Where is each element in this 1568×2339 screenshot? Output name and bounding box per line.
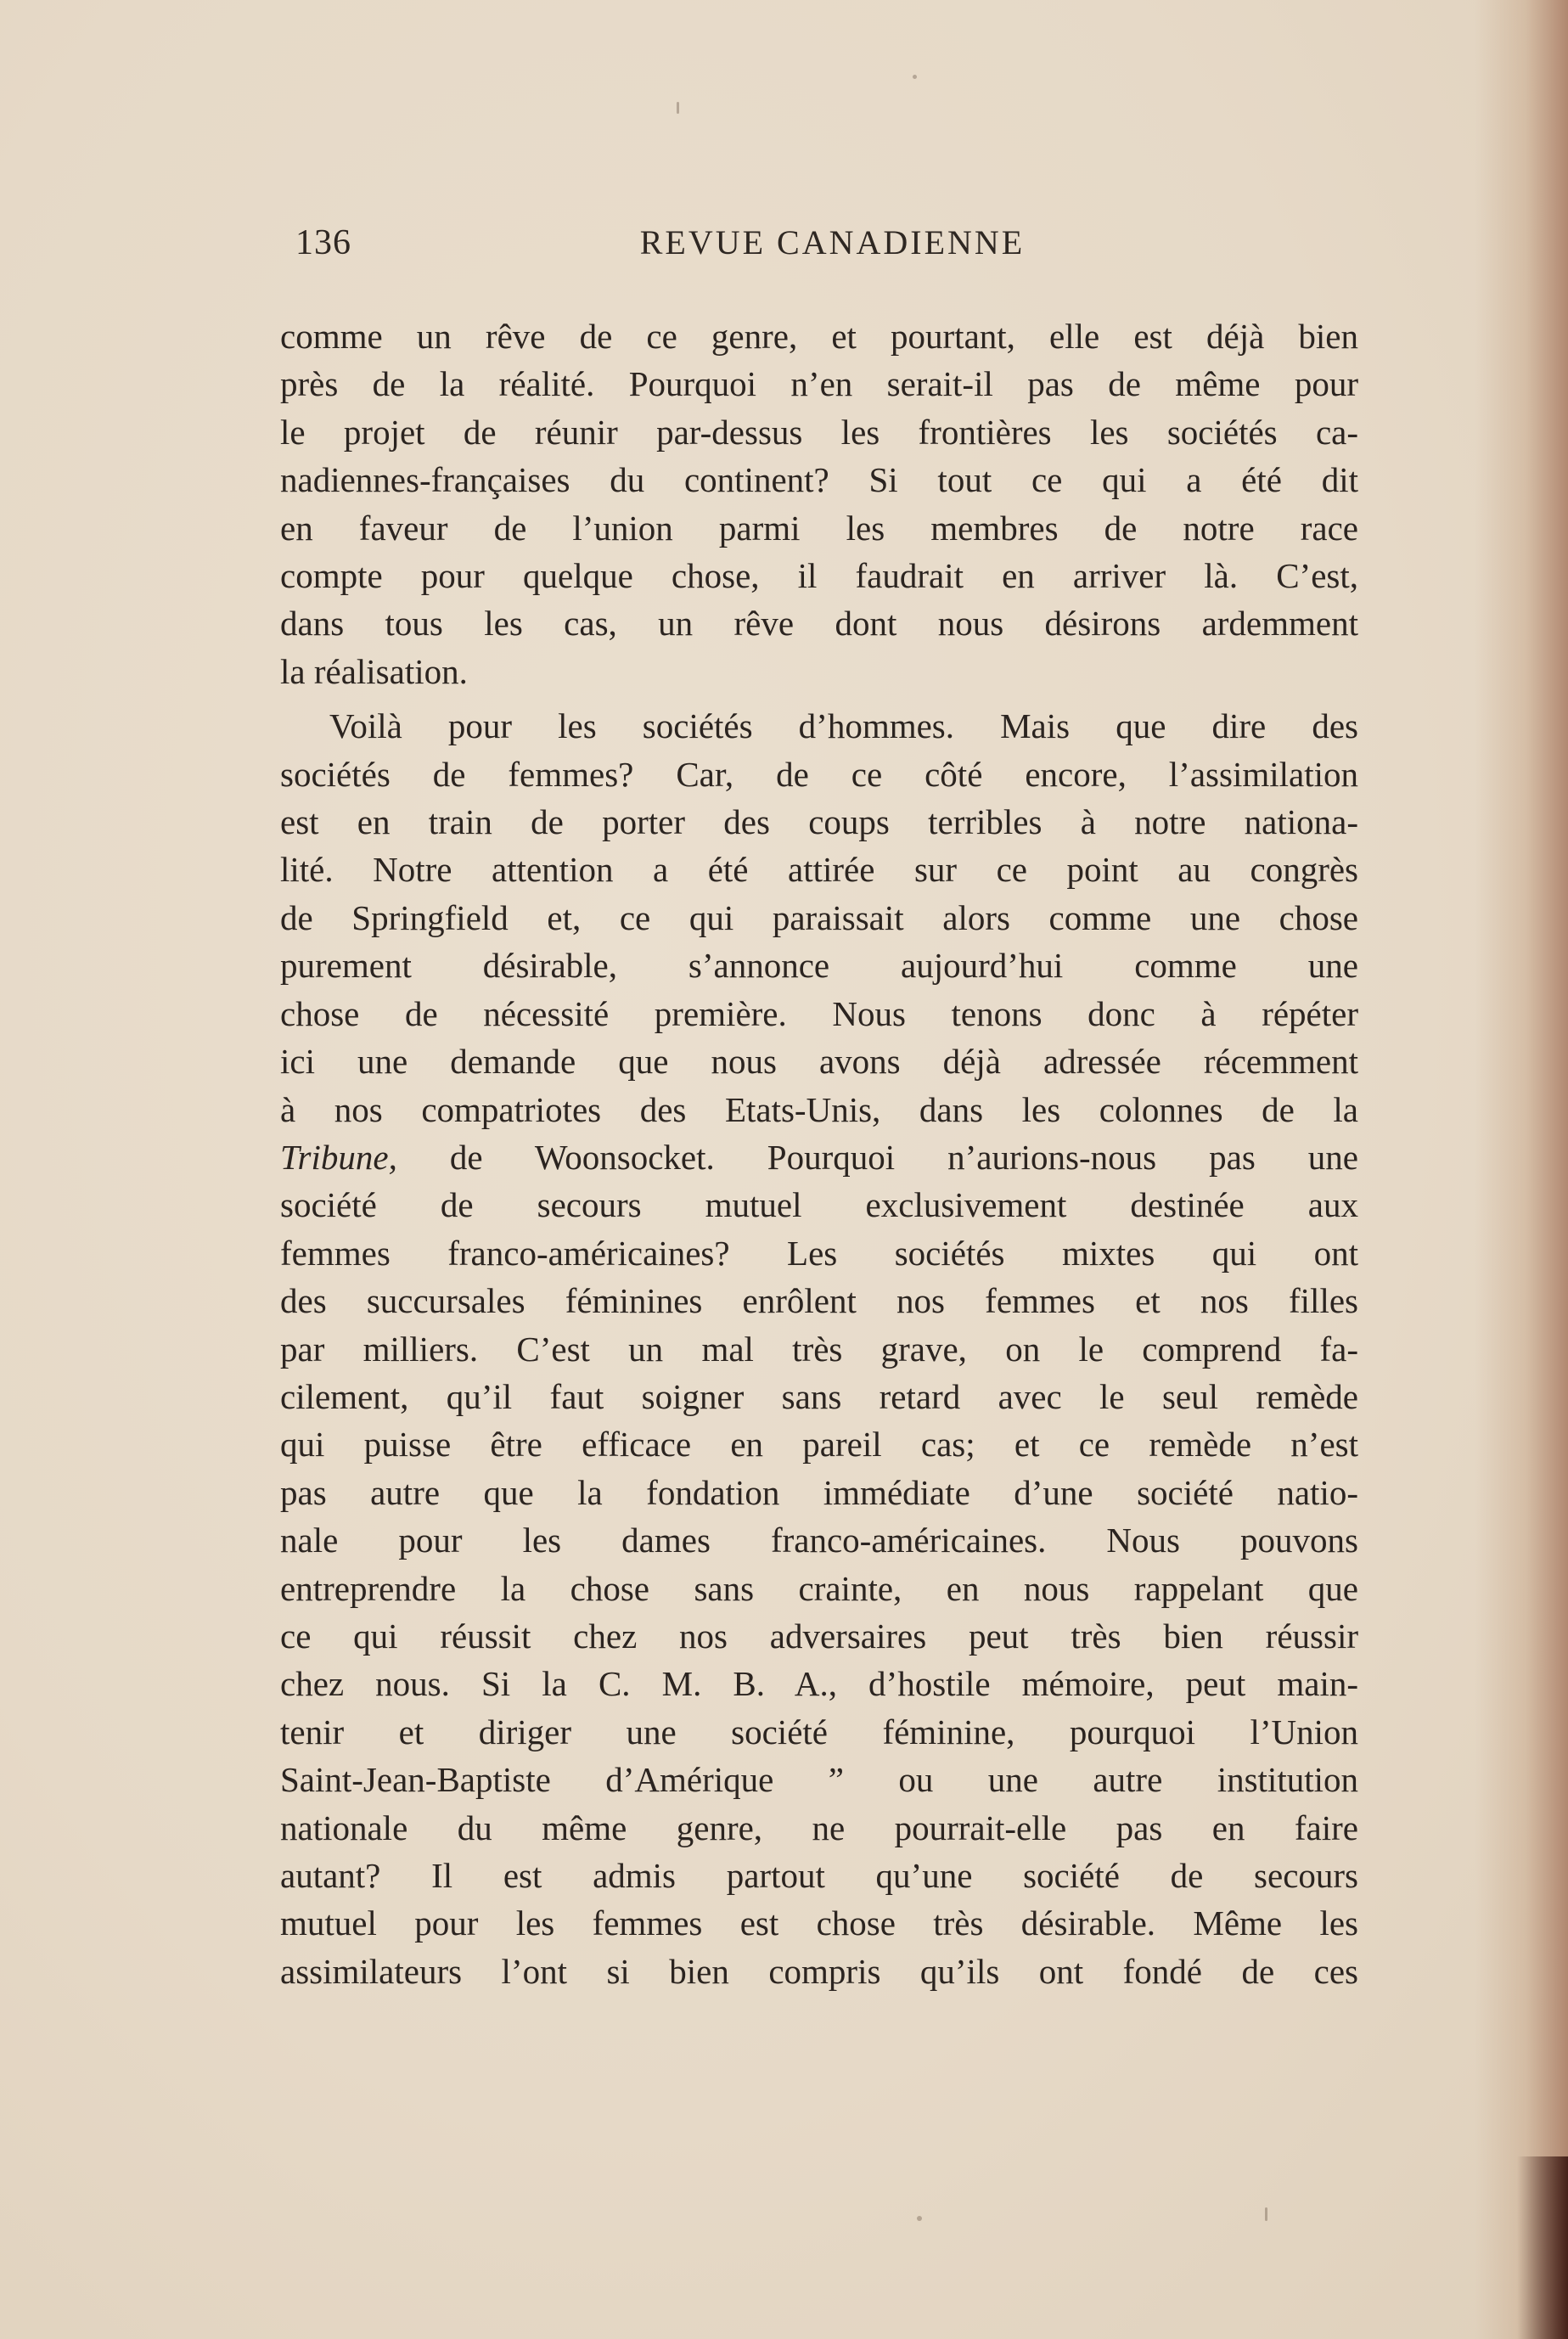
text-line: société de secours mutuel exclusivement destinée aux xyxy=(280,1185,1358,1225)
text-line: compte pour quelque chose, il faudrait en arriver là. C’est, xyxy=(280,556,1358,596)
text-line: qui puisse être efficace en pareil cas; et ce remède n’est xyxy=(280,1425,1358,1465)
page-edge-dark xyxy=(1517,2156,1568,2339)
text-line: par milliers. C’est un mal très grave, on le comprend fa- xyxy=(280,1329,1358,1369)
page-header xyxy=(295,222,1352,282)
text-line: autant? Il est admis partout qu’une société de secours xyxy=(280,1856,1358,1895)
paragraph-2 xyxy=(280,702,1358,1995)
text-line: Voilà pour les sociétés d’hommes. Mais que dire des xyxy=(329,706,1358,746)
text-line: ce qui réussit chez nos adversaires peut très bien réussir xyxy=(280,1616,1358,1656)
text-fragment: de Woonsocket. Pourquoi n’aurions-nous pas une xyxy=(396,1137,1358,1177)
text-line: Saint-Jean-Baptiste d’Amérique ” ou une autre institution xyxy=(280,1760,1358,1800)
text-line: dans tous les cas, un rêve dont nous désirons ardemment xyxy=(280,604,1358,644)
text-line: cilement, qu’il faut soigner sans retard avec le seul remède xyxy=(280,1376,1358,1416)
text-line: chez nous. Si la C. M. B. A., d’hostile mémoire, peut main- xyxy=(280,1664,1358,1704)
text-line: ici une demande que nous avons déjà adressée récemment xyxy=(280,1042,1358,1082)
text-line: assimilateurs l’ont si bien compris qu’ils ont fondé de ces xyxy=(280,1951,1358,1991)
text-line: lité. Notre attention a été attirée sur ce point au congrès xyxy=(280,850,1358,890)
text-line: nale pour les dames franco-américaines. Nous pouvons xyxy=(280,1521,1358,1560)
text-line: nadiennes-françaises du continent? Si tout ce qui a été dit xyxy=(280,460,1358,500)
text-line: la réalisation. xyxy=(280,651,468,691)
text-line: chose de nécessité première. Nous tenons donc à répéter xyxy=(280,993,1358,1033)
text-line: sociétés de femmes? Car, de ce côté encore, l’assimilation xyxy=(280,754,1358,794)
text-line: tenir et diriger une société féminine, pourquoi l’Union xyxy=(280,1712,1358,1751)
text-line: le projet de réunir par-dessus les frontières les sociétés ca- xyxy=(280,412,1358,452)
text-line-italic xyxy=(280,1133,1358,1181)
text-line: de Springfield et, ce qui paraissait alors comme une chose xyxy=(280,897,1358,937)
page-edge-shadow xyxy=(1475,0,1568,2339)
running-title: REVUE CANADIENNE xyxy=(639,223,1026,261)
text-line: est en train de porter des coups terribles à notre nationa- xyxy=(280,802,1358,842)
text-line: nationale du même genre, ne pourrait-elle pas en faire xyxy=(280,1808,1358,1847)
text-line: des succursales féminines enrôlent nos femmes et nos filles xyxy=(280,1281,1358,1321)
paper-speck xyxy=(1265,2207,1267,2221)
text-line: comme un rêve de ce genre, et pourtant, elle est déjà bien xyxy=(280,317,1358,356)
text-line: entreprendre la chose sans crainte, en nous rappelant que xyxy=(280,1568,1358,1608)
italic-title: Tribune, xyxy=(280,1137,397,1177)
text-line: près de la réalité. Pourquoi n’en serait-il pas de même pour xyxy=(280,364,1358,404)
body-text xyxy=(280,312,1358,1995)
text-line: en faveur de l’union parmi les membres de notre race xyxy=(280,508,1358,548)
text-line: pas autre que la fondation immédiate d’une société natio- xyxy=(280,1472,1358,1512)
text-line: mutuel pour les femmes est chose très désirable. Même les xyxy=(280,1903,1358,1943)
text-line: femmes franco-américaines? Les sociétés mixtes qui ont xyxy=(280,1233,1358,1273)
paper-speck xyxy=(913,75,917,79)
paper-speck xyxy=(677,102,679,114)
text-line: purement désirable, s’annonce aujourd’hui comme une xyxy=(280,946,1358,986)
paragraph-1 xyxy=(280,312,1358,695)
page-number: 136 xyxy=(295,223,351,262)
paper-speck xyxy=(917,2216,922,2221)
text-line: à nos compatriotes des Etats-Unis, dans les colonnes de la xyxy=(280,1089,1358,1129)
